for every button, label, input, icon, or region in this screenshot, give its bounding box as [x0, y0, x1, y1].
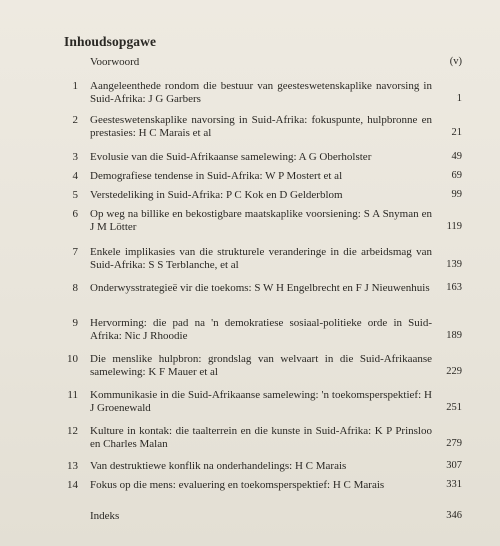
toc-entry-number: 1 — [72, 80, 78, 92]
toc-entry-page: (v) — [449, 56, 462, 67]
toc-entry — [58, 389, 468, 414]
toc-entry-page: 331 — [446, 479, 462, 490]
toc-entry — [58, 353, 468, 378]
toc-entry-title: Evolusie van die Suid-Afrikaanse samelewing: A G Oberholster — [90, 151, 372, 163]
toc-entry-page: 307 — [446, 460, 462, 471]
toc-heading: Inhoudsopgawe — [64, 34, 157, 49]
toc-entry — [58, 208, 468, 233]
toc-entry-page: 139 — [446, 258, 462, 270]
toc-entry-title: Demografiese tendense in Suid-Afrika: W P Mostert et al — [90, 170, 343, 182]
toc-entry — [58, 114, 468, 139]
toc-entry-page: 21 — [451, 126, 462, 138]
toc-entry-number: 11 — [67, 389, 78, 401]
toc-entry — [58, 317, 468, 342]
toc-entry-page: 279 — [446, 437, 462, 449]
toc-entry — [58, 189, 468, 202]
toc-entry — [58, 80, 468, 105]
toc-entry-page: 49 — [451, 151, 462, 162]
toc-entry-page: 99 — [451, 189, 462, 200]
toc-entry-page: 1 — [456, 92, 462, 104]
toc-entry — [58, 56, 468, 69]
toc-entry-number: 8 — [72, 282, 78, 294]
toc-entry-number: 7 — [72, 246, 78, 258]
toc-entry — [58, 425, 468, 450]
toc-entry-page: 251 — [446, 401, 462, 413]
toc-entry — [58, 510, 468, 523]
toc-entry — [58, 479, 468, 492]
toc-entry-title: Die menslike hulpbron: grondslag van welvaart in die Suid-Afrikaanse samelewing: K F Mauer et al — [90, 353, 432, 378]
toc-entry-title: Van destruktiewe konflik na onderhandelings: H C Marais — [90, 460, 347, 472]
toc-entry-number: 13 — [67, 460, 78, 472]
toc-entry-number: 14 — [67, 479, 78, 491]
toc-entry-page: 189 — [446, 329, 462, 341]
toc-entry-page: 119 — [446, 220, 462, 232]
toc-entry-title: Fokus op die mens: evaluering en toekomsperspektief: H C Marais — [90, 479, 385, 491]
toc-entry-title: Geesteswetenskaplike navorsing in Suid-Afrika: fokuspunte, hulpbronne en prestasies: H C Marais et al — [90, 114, 432, 139]
toc-entry-title: Kommunikasie in die Suid-Afrikaanse samelewing: 'n toekomsperspektief: H J Groenewald — [90, 389, 432, 414]
toc-entry-number: 12 — [67, 425, 78, 437]
toc-entry-page: 346 — [446, 510, 462, 521]
toc-entry — [58, 460, 468, 473]
toc-entry-title: Enkele implikasies van die strukturele veranderinge in die arbeidsmag van Suid-Afrika: S S Terblanche, et al — [90, 246, 432, 271]
toc-entry-title: Onderwysstrategieë vir die toekoms: S W H Engelbrecht en F J Nieuwenhuis — [90, 282, 430, 294]
toc-entry-number: 2 — [72, 114, 78, 126]
toc-entry-title: Indeks — [90, 510, 120, 522]
toc-entry-number: 9 — [72, 317, 78, 329]
toc-entry-title: Voorwoord — [90, 56, 140, 68]
toc-entry — [58, 170, 468, 183]
toc-entry-title: Kulture in kontak: die taalterrein en die kunste in Suid-Afrika: K P Prinsloo en Charles Malan — [90, 425, 432, 450]
toc-entry-page: 163 — [446, 282, 462, 293]
toc-entry-title: Op weg na billike en bekostigbare maatskaplike voorsiening: S A Snyman en J M Lötter — [90, 208, 432, 233]
toc-entry-number: 3 — [72, 151, 78, 163]
toc-entry-title: Hervorming: die pad na 'n demokratiese sosiaal-politieke orde in Suid-Afrika: Nic J Rhoodie — [90, 317, 432, 342]
toc-entry — [58, 151, 468, 164]
toc-entry-number: 10 — [67, 353, 78, 365]
toc-entry-title: Aangeleenthede rondom die bestuur van geesteswetenskaplike navorsing in Suid-Afrika: J G Garbers — [90, 80, 432, 105]
toc-entry-number: 5 — [72, 189, 78, 201]
toc-entry-page: 69 — [451, 170, 462, 181]
toc-entry — [58, 282, 468, 295]
toc-entry — [58, 246, 468, 271]
toc-entry-page: 229 — [446, 365, 462, 377]
toc-entry-title: Verstedeliking in Suid-Afrika: P C Kok en D Gelderblom — [90, 189, 343, 201]
toc-entry-number: 6 — [72, 208, 78, 220]
toc-entry-number: 4 — [72, 170, 78, 182]
